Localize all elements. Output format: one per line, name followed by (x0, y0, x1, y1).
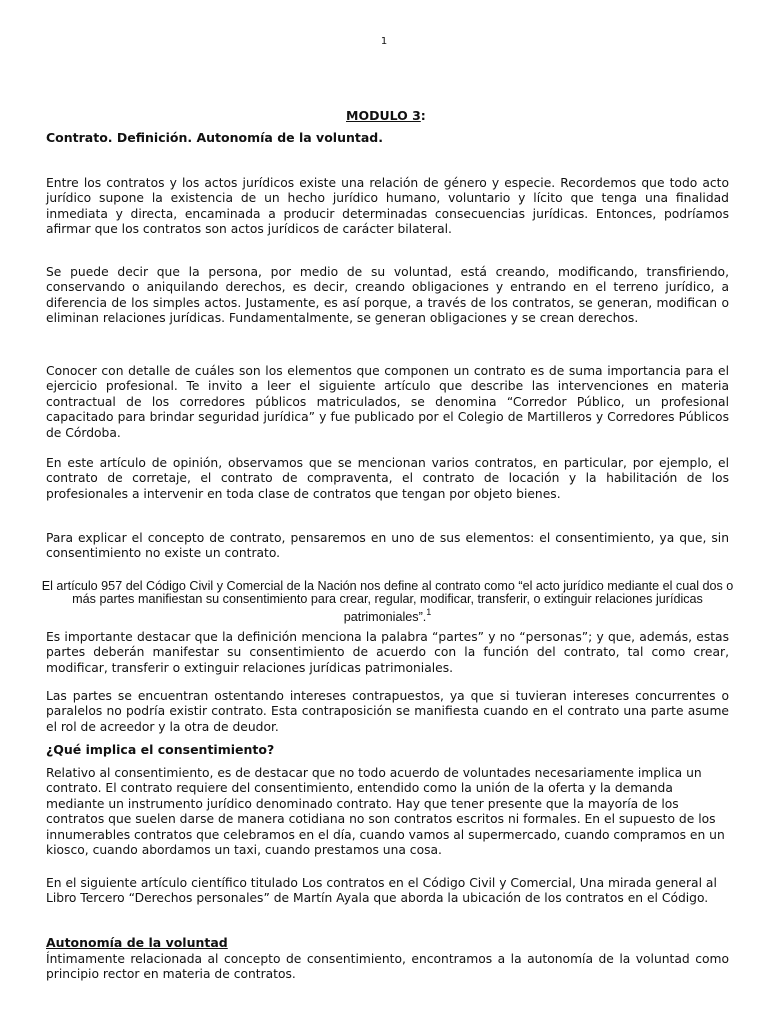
paragraph-consentimiento-intro: Para explicar el concepto de contrato, pensaremos en uno de sus elementos: el consentimiento, ya que, sin consentimiento no existe un contrato. (46, 531, 729, 561)
quote-text: El artículo 957 del Código Civil y Comercial de la Nación nos define al contrato como “el acto jurídico mediante el cual dos o más partes manifiestan su consentimiento para crear, regular, modificar, transferir, o extinguir relaciones jurídicas patrimoniales”. (41, 579, 734, 624)
heading-consentimiento: ¿Qué implica el consentimiento? (46, 742, 275, 757)
document-subtitle: Contrato. Definición. Autonomía de la voluntad. (46, 130, 383, 145)
module-title-text: MODULO 3 (346, 108, 421, 123)
paragraph-voluntad: Se puede decir que la persona, por medio de su voluntad, está creando, modificando, transfiriendo, conservando o aniquilando derechos, es decir, creando obligaciones y entrando en el terreno jurídico, a diferencia de los simples actos. Justamente, es así porque, a través de los contratos, se generan, modifican o eliminan relaciones jurídicas. Fundamentalmente, se generan obligaciones y se crean derechos. (46, 265, 729, 326)
footnote-marker: 1 (426, 606, 432, 617)
page-number: 1 (380, 36, 388, 47)
paragraph-partes: Es importante destacar que la definición menciona la palabra “partes” y no “personas”; y que, además, estas partes deberán manifestar su consentimiento de acuerdo con la función del contrato, tal como crear, modificar, transferir o extinguir relaciones jurídicas patrimoniales. (46, 630, 729, 675)
heading-autonomia: Autonomía de la voluntad (46, 935, 228, 950)
paragraph-genero-especie: Entre los contratos y los actos jurídicos existe una relación de género y especie. Recordemos que todo acto jurídico supone la existencia de un hecho jurídico humano, voluntario y lícito que tenga una finalidad inmediata y directa, encaminada a producir determinadas consecuencias jurídicas. Entonces, podríamos afirmar que los contratos son actos jurídicos de carácter bilateral. (46, 176, 729, 237)
module-title (346, 108, 426, 123)
paragraph-acuerdo-voluntades: Relativo al consentimiento, es de destacar que no todo acuerdo de voluntades necesariamente implica un contrato. El contrato requiere del consentimiento, entendido como la unión de la oferta y la demanda mediante un instrumento jurídico denominado contrato. Hay que tener presente que la mayoría de los contratos que suelen darse de manera cotidiana no son contratos escritos ni formales. En el supuesto de los innumerables contratos que celebramos en el día, cuando vamos al supermercado, cuando compramos en un kiosco, cuando abordamos un taxi, cuando prestamos una cosa. (46, 766, 725, 858)
paragraph-intereses: Las partes se encuentran ostentando intereses contrapuestos, ya que si tuvieran intereses concurrentes o paralelos no podría existir contrato. Esta contraposición se manifiesta cuando en el contrato una parte asume el rol de acreedor y la otra de deudor. (46, 689, 729, 734)
module-title-colon: : (420, 108, 426, 123)
paragraph-autonomia: Íntimamente relacionada al concepto de consentimiento, encontramos a la autonomía de la voluntad como principio rector en materia de contratos. (46, 952, 729, 982)
paragraph-articulo-opinion: En este artículo de opinión, observamos que se mencionan varios contratos, en particular, por ejemplo, el contrato de corretaje, el contrato de compraventa, el contrato de locación y la habilitación de los profesionales a intervenir en toda clase de contratos que tengan por objeto bienes. (46, 456, 729, 501)
paragraph-elementos: Conocer con detalle de cuáles son los elementos que componen un contrato es de suma importancia para el ejercicio profesional. Te invito a leer el siguiente artículo que describe las intervenciones en materia contractual de los corredores públicos matriculados, se denomina “Corredor Público, un profesional capacitado para brindar seguridad jurídica” y fue publicado por el Colegio de Martilleros y Corredores Públicos de Córdoba. (46, 364, 729, 440)
article-957-quote (40, 580, 735, 623)
paragraph-articulo-cientifico: En el siguiente artículo científico titulado Los contratos en el Código Civil y Comercial, Una mirada general al Libro Tercero “Derechos personales” de Martín Ayala que aborda la ubicación de los contratos en el Código. (46, 876, 717, 906)
